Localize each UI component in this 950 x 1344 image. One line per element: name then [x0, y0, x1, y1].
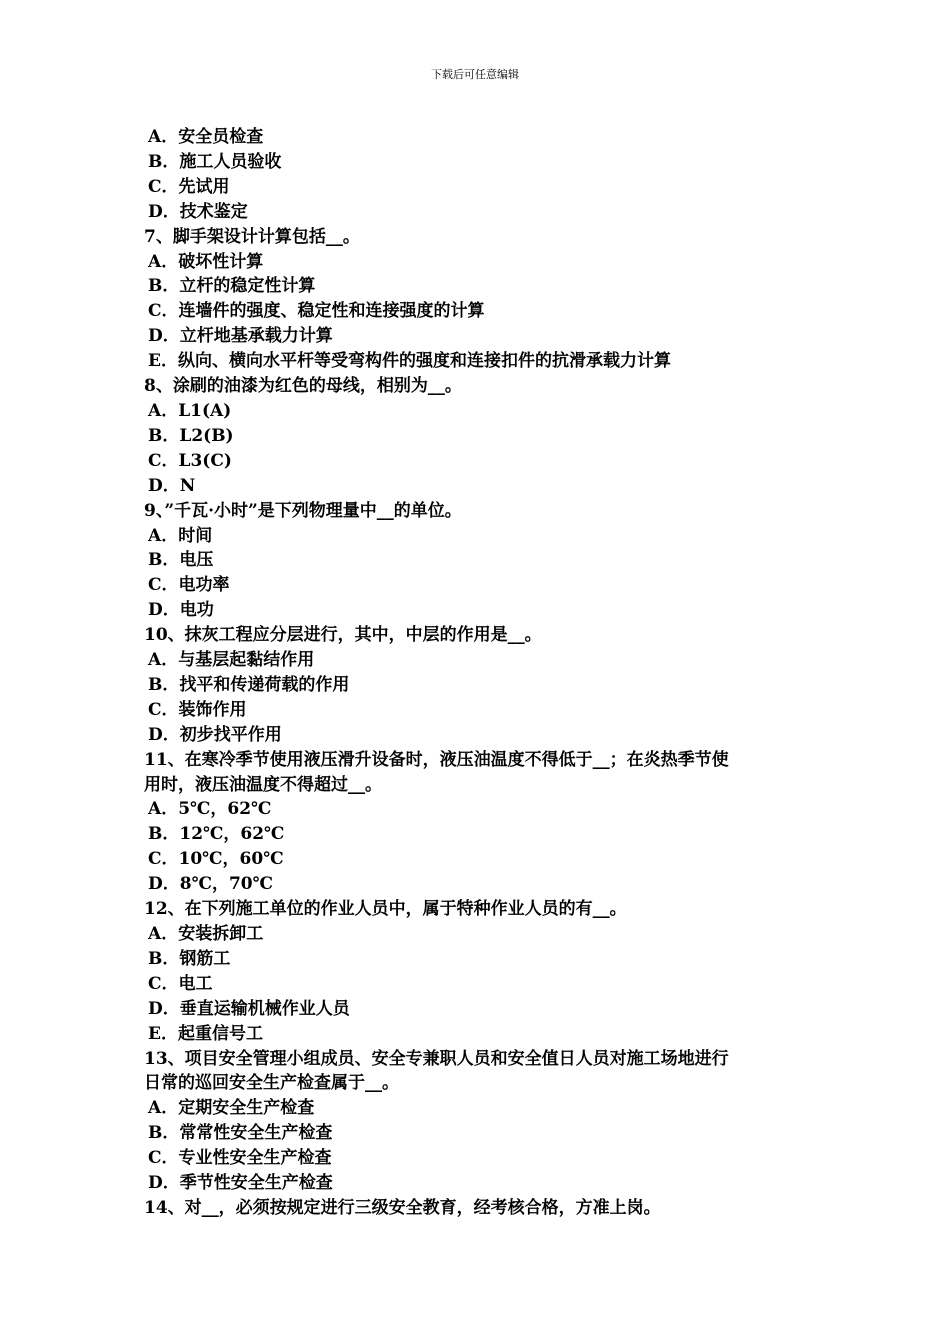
question-line: 12、在下列施工单位的作业人员中，属于特种作业人员的有__。 — [144, 899, 627, 920]
option-line: C．先试用 — [148, 176, 230, 197]
option-line: A．5℃，62℃ — [148, 799, 272, 820]
question-line: 11、在寒冷季节使用液压滑升设备时，液压油温度不得低于__；在炎热季节使 — [144, 749, 729, 770]
page-header: 下载后可任意编辑 — [431, 68, 519, 81]
question-line: 10、抹灰工程应分层进行，其中，中层的作用是__。 — [144, 625, 542, 646]
option-line: A．破坏性计算 — [148, 251, 264, 272]
option-line: C．装饰作用 — [148, 699, 247, 720]
option-line: B．常常性安全生产检查 — [148, 1123, 333, 1144]
question-line: 日常的巡回安全生产检查属于__。 — [144, 1073, 399, 1094]
question-line: 14、对__，必须按规定进行三级安全教育，经考核合格，方准上岗。 — [144, 1197, 661, 1218]
option-line: D．技术鉴定 — [148, 201, 248, 222]
option-line: A．安全员检查 — [148, 127, 264, 147]
option-line: D．N — [148, 475, 196, 496]
option-line: A．安装拆卸工 — [148, 924, 264, 944]
option-line: D．立杆地基承载力计算 — [148, 326, 333, 347]
option-line: A．L1(A) — [148, 400, 232, 421]
option-line: B．电压 — [148, 550, 214, 571]
option-line: B．L2(B) — [148, 425, 234, 446]
option-line: A．定期安全生产检查 — [148, 1098, 315, 1119]
option-line: B．找平和传递荷载的作用 — [148, 674, 350, 695]
option-line: E．纵向、横向水平杆等受弯构件的强度和连接扣件的抗滑承载力计算 — [148, 351, 671, 372]
option-line: C．连墙件的强度、稳定性和连接强度的计算 — [148, 301, 485, 322]
option-line: C．10℃，60℃ — [148, 849, 284, 870]
option-line: D．8℃，70℃ — [148, 874, 273, 895]
option-line: C．电功率 — [148, 575, 230, 596]
question-line: 7、脚手架设计计算包括__。 — [144, 226, 360, 247]
document-body — [144, 125, 814, 1221]
question-line: 8、涂刷的油漆为红色的母线，相别为__。 — [144, 376, 462, 397]
option-line: A．时间 — [148, 525, 213, 546]
option-line: B．立杆的稳定性计算 — [148, 276, 316, 297]
option-line: D．初步找平作用 — [148, 724, 282, 745]
option-line: D．季节性安全生产检查 — [148, 1173, 333, 1194]
option-line: C．电工 — [148, 973, 213, 994]
option-line: B．12℃，62℃ — [148, 824, 285, 845]
question-line: 13、项目安全管理小组成员、安全专兼职人员和安全值日人员对施工场地进行 — [144, 1048, 729, 1069]
question-line: 用时，液压油温度不得超过__。 — [144, 774, 382, 795]
option-line: C．L3(C) — [148, 450, 232, 471]
option-line: B．钢筋工 — [148, 948, 231, 969]
option-line: B．施工人员验收 — [148, 151, 282, 172]
option-line: D．垂直运输机械作业人员 — [148, 998, 350, 1019]
option-line: E．起重信号工 — [148, 1023, 263, 1044]
option-line: D．电功 — [148, 600, 214, 621]
option-line: A．与基层起黏结作用 — [148, 650, 315, 671]
question-line: 9、”千瓦·小时”是下列物理量中__的单位。 — [144, 500, 462, 521]
option-line: C．专业性安全生产检查 — [148, 1148, 332, 1169]
